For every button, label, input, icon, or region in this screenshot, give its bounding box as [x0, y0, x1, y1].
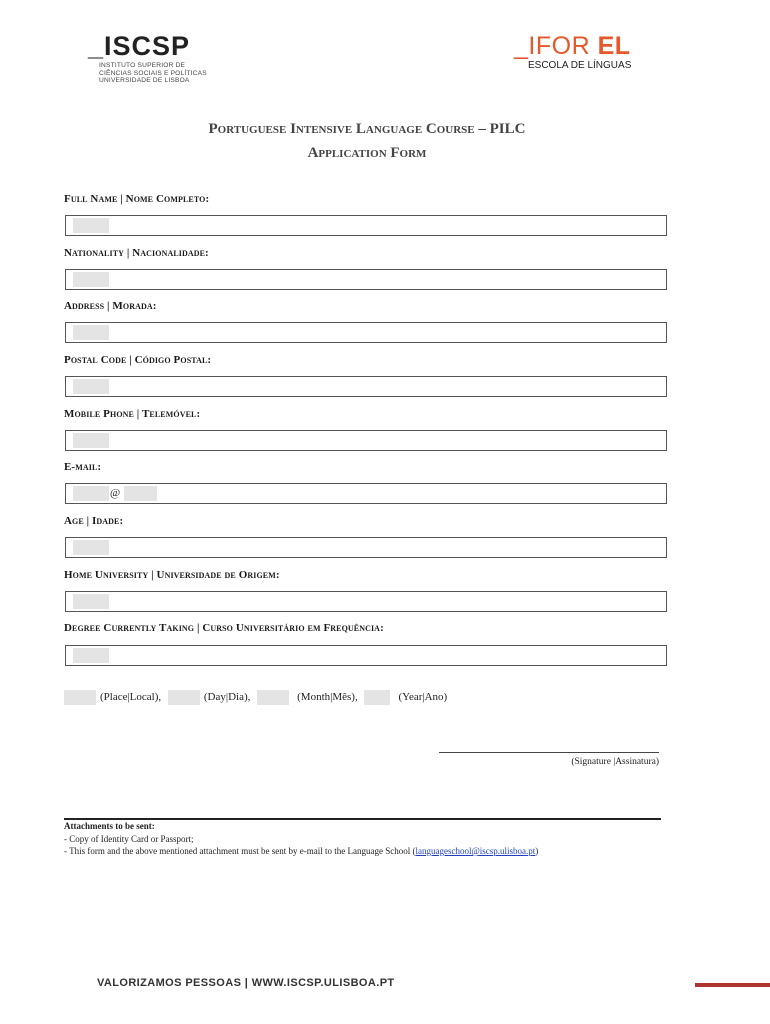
- degree-field[interactable]: [65, 645, 667, 666]
- mobile-phone-field[interactable]: [65, 430, 667, 451]
- iscsp-logo-mark: ISCSP: [104, 31, 191, 61]
- attachments-item-email-end: ): [535, 846, 539, 856]
- date-line: [64, 690, 451, 705]
- age-label: Age | Idade:: [64, 515, 124, 527]
- email-field[interactable]: [65, 483, 667, 504]
- full-name-label: Full Name | Nome Completo:: [64, 193, 210, 205]
- day-input[interactable]: [168, 690, 200, 705]
- postal-code-field[interactable]: [65, 376, 667, 397]
- email-user-input[interactable]: [73, 486, 109, 501]
- nationality-input[interactable]: [73, 272, 109, 287]
- year-input[interactable]: [364, 690, 390, 705]
- attachments-item-id: - Copy of Identity Card or Passport;: [64, 833, 194, 844]
- iscsp-logo-line3: UNIVERSIDADE DE LISBOA: [99, 77, 190, 84]
- language-school-email-link[interactable]: languageschool@iscsp.ulisboa.pt: [415, 846, 536, 856]
- iforel-logo-sub: ESCOLA DE LÍNGUAS: [528, 60, 632, 71]
- nationality-label: Nationality | Nacionalidade:: [64, 247, 209, 259]
- mobile-phone-label: Mobile Phone | Telemóvel:: [64, 408, 201, 420]
- place-input[interactable]: [64, 690, 96, 705]
- address-label: Address | Morada:: [64, 300, 157, 312]
- nationality-field[interactable]: [65, 269, 667, 290]
- email-at-sign: @: [110, 487, 121, 499]
- form-subtitle: Application Form: [307, 145, 427, 161]
- iscsp-logo-line1: INSTITUTO SUPERIOR DE: [99, 62, 186, 69]
- postal-code-input[interactable]: [73, 379, 109, 394]
- iforel-logo-mark-part1: IFOR: [528, 32, 591, 60]
- attachments-item-email: [64, 845, 538, 858]
- postal-code-label: Postal Code | Código Postal:: [64, 354, 212, 366]
- footer-tagline: VALORIZAMOS PESSOAS | WWW.ISCSP.ULISBOA.PT: [97, 977, 395, 989]
- degree-label: Degree Currently Taking | Curso Universitário em Frequência:: [64, 622, 384, 634]
- form-title: Portuguese Intensive Language Course – PILC: [208, 121, 526, 137]
- attachments-heading: Attachments to be sent:: [64, 821, 155, 831]
- full-name-field[interactable]: [65, 215, 667, 236]
- attachments-section: [64, 820, 538, 858]
- home-university-field[interactable]: [65, 591, 667, 612]
- email-domain-input[interactable]: [124, 486, 157, 501]
- iforel-logo-mark-part2: EL: [597, 32, 631, 60]
- home-university-input[interactable]: [73, 594, 109, 609]
- age-input[interactable]: [73, 540, 109, 555]
- age-field[interactable]: [65, 537, 667, 558]
- iforel-logo: _IFOR EL ESCOLA DE LÍNGUAS: [514, 32, 632, 71]
- signature-line[interactable]: [439, 752, 659, 753]
- degree-input[interactable]: [73, 648, 109, 663]
- home-university-label: Home University | Universidade de Origem:: [64, 569, 280, 581]
- month-label: (Month|Mês),: [297, 691, 358, 704]
- month-input[interactable]: [257, 690, 289, 705]
- day-label: (Day|Dia),: [203, 691, 251, 704]
- iscsp-logo-line2: CIÊNCIAS SOCIAIS E POLÍTICAS: [99, 69, 207, 77]
- mobile-phone-input[interactable]: [73, 433, 109, 448]
- footer-accent-bar: [695, 983, 770, 987]
- signature-label: (Signature |Assinatura): [571, 757, 659, 767]
- attachments-item-email-text: - This form and the above mentioned attachment must be sent by e-mail to the Language School (: [64, 846, 416, 856]
- iscsp-logo: _ISCSP INSTITUTO SUPERIOR DE CIÊNCIAS SOCIAIS E POLÍTICAS UNIVERSIDADE DE LISBOA: [88, 31, 207, 84]
- address-field[interactable]: [65, 322, 667, 343]
- email-label: E-mail:: [64, 461, 102, 473]
- year-label: (Year|Ano): [398, 691, 448, 704]
- address-input[interactable]: [73, 325, 109, 340]
- place-label: (Place|Local),: [100, 691, 162, 704]
- full-name-input[interactable]: [73, 218, 109, 233]
